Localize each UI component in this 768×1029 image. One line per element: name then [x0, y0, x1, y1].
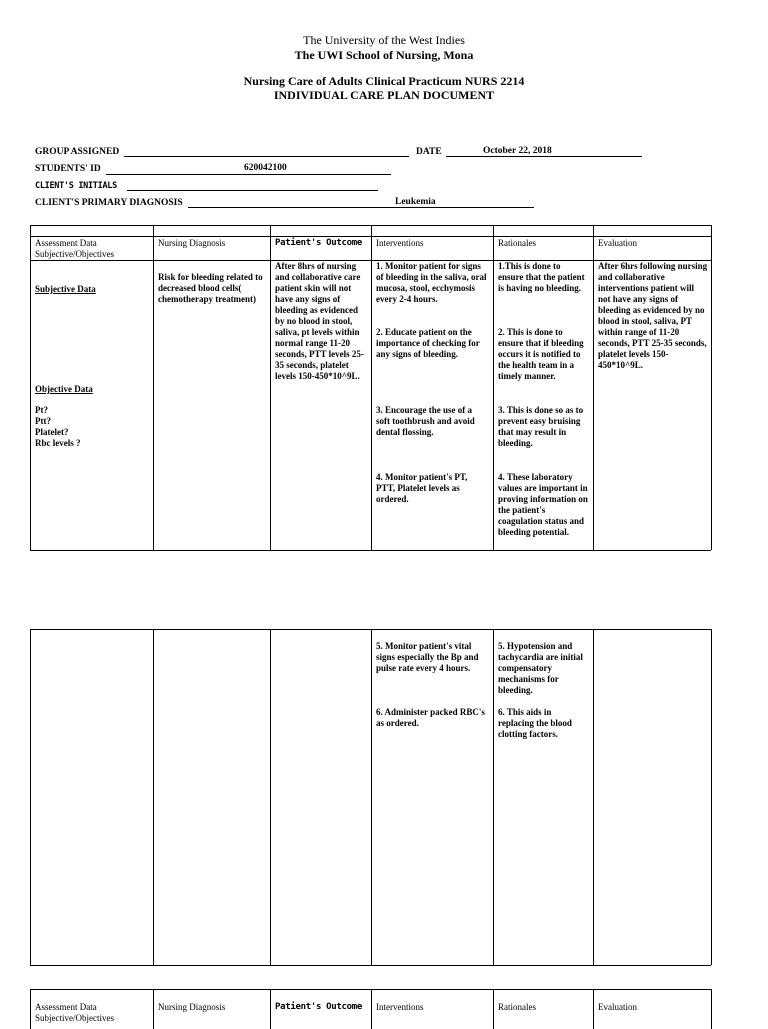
primary-diagnosis-value: Leukemia — [395, 197, 436, 207]
rationale-item: 6. This aids in replacing the blood clotting factors. — [498, 707, 572, 739]
header-nursing-diagnosis: Nursing Diagnosis — [158, 1002, 226, 1012]
document-title: INDIVIDUAL CARE PLAN DOCUMENT — [273, 88, 495, 102]
patient-outcome-text: After 8hrs of nursing and collaborative care patient skin will not have any signs of bleeding as evidenced by no blood in stool, saliva, pt levels within normal range 11-20 seconds, PTT levels 25-35 seconds, platelet levels 150-450*10^9L. — [275, 261, 364, 381]
header-nursing-diagnosis: Nursing Diagnosis — [158, 238, 226, 248]
intervention-item: 5. Monitor patient's vital signs especially the Bp and pulse rate every 4 hours. — [376, 641, 479, 673]
header-interventions: Interventions — [376, 238, 424, 248]
intervention-item: 4. Monitor patient's PT, PTT, Platelet levels as ordered. — [376, 472, 468, 504]
student-id-value: 620042100 — [244, 163, 287, 173]
school-name: The UWI School of Nursing, Mona — [294, 48, 474, 62]
intervention-item: 3. Encourage the use of a soft toothbrush and avoid dental flossing. — [376, 405, 475, 437]
course-title: Nursing Care of Adults Clinical Practicum NURS 2214 — [243, 74, 525, 88]
header-assessment: Assessment Data Subjective/Objectives — [35, 238, 114, 259]
student-id-line[interactable] — [106, 174, 391, 175]
rationale-item: 3. This is done so as to prevent easy bruising that may result in bleeding. — [498, 405, 584, 448]
objective-item: Rbc levels ? — [35, 438, 81, 448]
intervention-item: 6. Administer packed RBC's as ordered. — [376, 707, 485, 728]
group-assigned-line[interactable] — [124, 156, 409, 157]
primary-diagnosis-line[interactable] — [188, 207, 534, 208]
date-label: DATE — [416, 147, 442, 157]
objective-data-label: Objective Data — [35, 384, 93, 394]
objective-item: Platelet? — [35, 427, 69, 437]
client-initials-line[interactable] — [127, 190, 378, 191]
client-initials-label: CLIENT'S INITIALS — [35, 181, 117, 191]
header-interventions: Interventions — [376, 1002, 424, 1012]
group-assigned-label: GROUP ASSIGNED — [35, 147, 120, 157]
header-rationales: Rationales — [498, 1002, 536, 1012]
date-value: October 22, 2018 — [483, 146, 552, 156]
header-evaluation: Evaluation — [598, 1002, 637, 1012]
university-name: The University of the West Indies — [303, 33, 465, 47]
header-patient-outcome: Patient's Outcome — [275, 238, 363, 248]
header-assessment: Assessment Data Subjective/Objectives — [35, 1002, 114, 1023]
intervention-item: 1. Monitor patient for signs of bleeding in the saliva, oral mucosa, stool, ecchymosis every 2-4 hours. — [376, 261, 487, 304]
nursing-diagnosis-text: Risk for bleeding related to decreased blood cells( chemotherapy treatment) — [158, 272, 263, 304]
rationale-item: 2. This is done to ensure that if bleeding occurs it is notified to the health team in a timely manner. — [498, 327, 584, 381]
objective-item: Ptt? — [35, 416, 51, 426]
header-evaluation: Evaluation — [598, 238, 637, 248]
date-line[interactable] — [446, 156, 642, 157]
objective-item: Pt? — [35, 405, 48, 415]
rationale-item: 4. These laboratory values are important in proving information on the patient's coagulation status and bleeding potential. — [498, 472, 588, 537]
rationale-item: 1.This is done to ensure that the patient is having no bleeding. — [498, 261, 585, 293]
header-rationales: Rationales — [498, 238, 536, 248]
intervention-item: 2. Educate patient on the importance of checking for any signs of bleeding. — [376, 327, 480, 359]
rationale-item: 5. Hypotension and tachycardia are initial compensatory mechanisms for bleeding. — [498, 641, 583, 695]
subjective-data-label: Subjective Data — [35, 284, 96, 294]
header-patient-outcome: Patient's Outcome — [275, 1002, 363, 1012]
primary-diagnosis-label: CLIENT'S PRIMARY DIAGNOSIS — [35, 198, 183, 208]
student-id-label: STUDENTS' ID — [35, 164, 101, 174]
evaluation-text: After 6hrs following nursing and collaborative interventions patient will not have any signs of bleeding as evidenced by no blood in stool, saliva, PT within range of 11-20 seconds, PTT 25-35 seconds, platelet levels 150-450*10^9L. — [598, 261, 708, 370]
